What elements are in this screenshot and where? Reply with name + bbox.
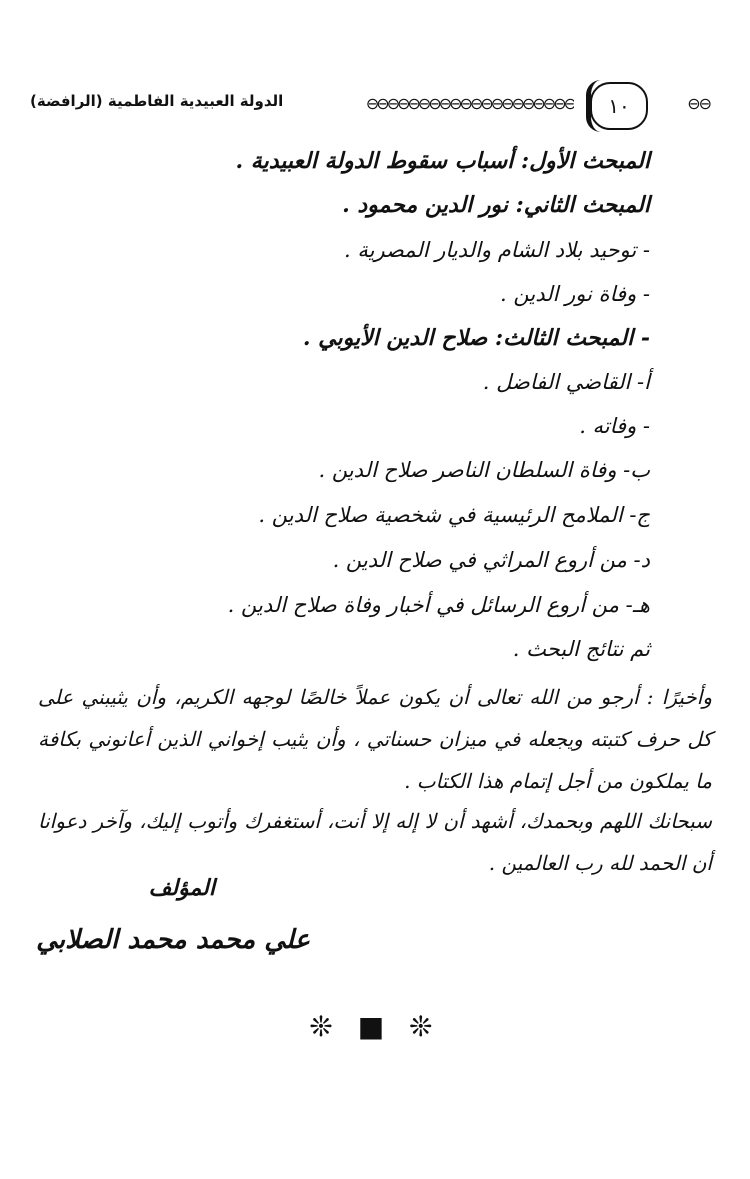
toc-item: د- من أروع المراثي في صلاح الدين . xyxy=(332,548,650,572)
toc-item: أ- القاضي الفاضل . xyxy=(482,370,650,394)
page-number xyxy=(590,82,648,130)
toc-item: ب- وفاة السلطان الناصر صلاح الدين . xyxy=(318,458,650,482)
end-ornament: ❊ ■ ❊ xyxy=(309,1010,441,1043)
author-label: المؤلف xyxy=(148,875,215,901)
closing-paragraph: وأخيرًا : أرجو من الله تعالى أن يكون عملاً خالصًا لوجهه الكريم، وأن يثيبني على كل حرف كتبته ويجعله في ميزان حسناتي ، وأن يثيب إخواني الذين أعانوني بكافة ما يملكون من أجل إتمام هذا الكتاب . xyxy=(38,685,712,793)
section-heading-1: المبحث الأول: أسباب سقوط الدولة العبيدية . xyxy=(235,148,650,174)
toc-item: - وفاته . xyxy=(579,414,650,438)
toc-item: - وفاة نور الدين . xyxy=(500,282,650,306)
header-ornament-right: ⊖⊖ xyxy=(687,94,710,113)
toc-item: هـ- من أروع الرسائل في أخبار وفاة صلاح الدين . xyxy=(227,593,650,617)
page-header xyxy=(30,80,710,130)
section-heading-3: - المبحث الثالث: صلاح الدين الأيوبي . xyxy=(302,325,650,351)
toc-item: ثم نتائج البحث . xyxy=(512,637,650,661)
closing-prayer: سبحانك اللهم وبحمدك، أشهد أن لا إله إلا أنت، أستغفرك وأتوب إليك، وآخر دعوانا أن الحمد لله رب العالمين . xyxy=(38,809,712,875)
author-name: علي محمد محمد الصلابي xyxy=(36,925,310,955)
running-title: الدولة العبيدية الفاطمية (الرافضة) xyxy=(30,92,284,110)
toc-item: ج- الملامح الرئيسية في شخصية صلاح الدين . xyxy=(258,503,650,527)
header-ornament-divider: ⊖⊖⊖⊖⊖⊖⊖⊖⊖⊖⊖⊖⊖⊖⊖⊖⊖⊖⊖⊖ xyxy=(365,94,574,113)
toc-item: - توحيد بلاد الشام والديار المصرية . xyxy=(343,238,650,262)
section-heading-2: المبحث الثاني: نور الدين محمود . xyxy=(342,192,650,218)
page-number-text: ١٠ xyxy=(608,94,630,118)
